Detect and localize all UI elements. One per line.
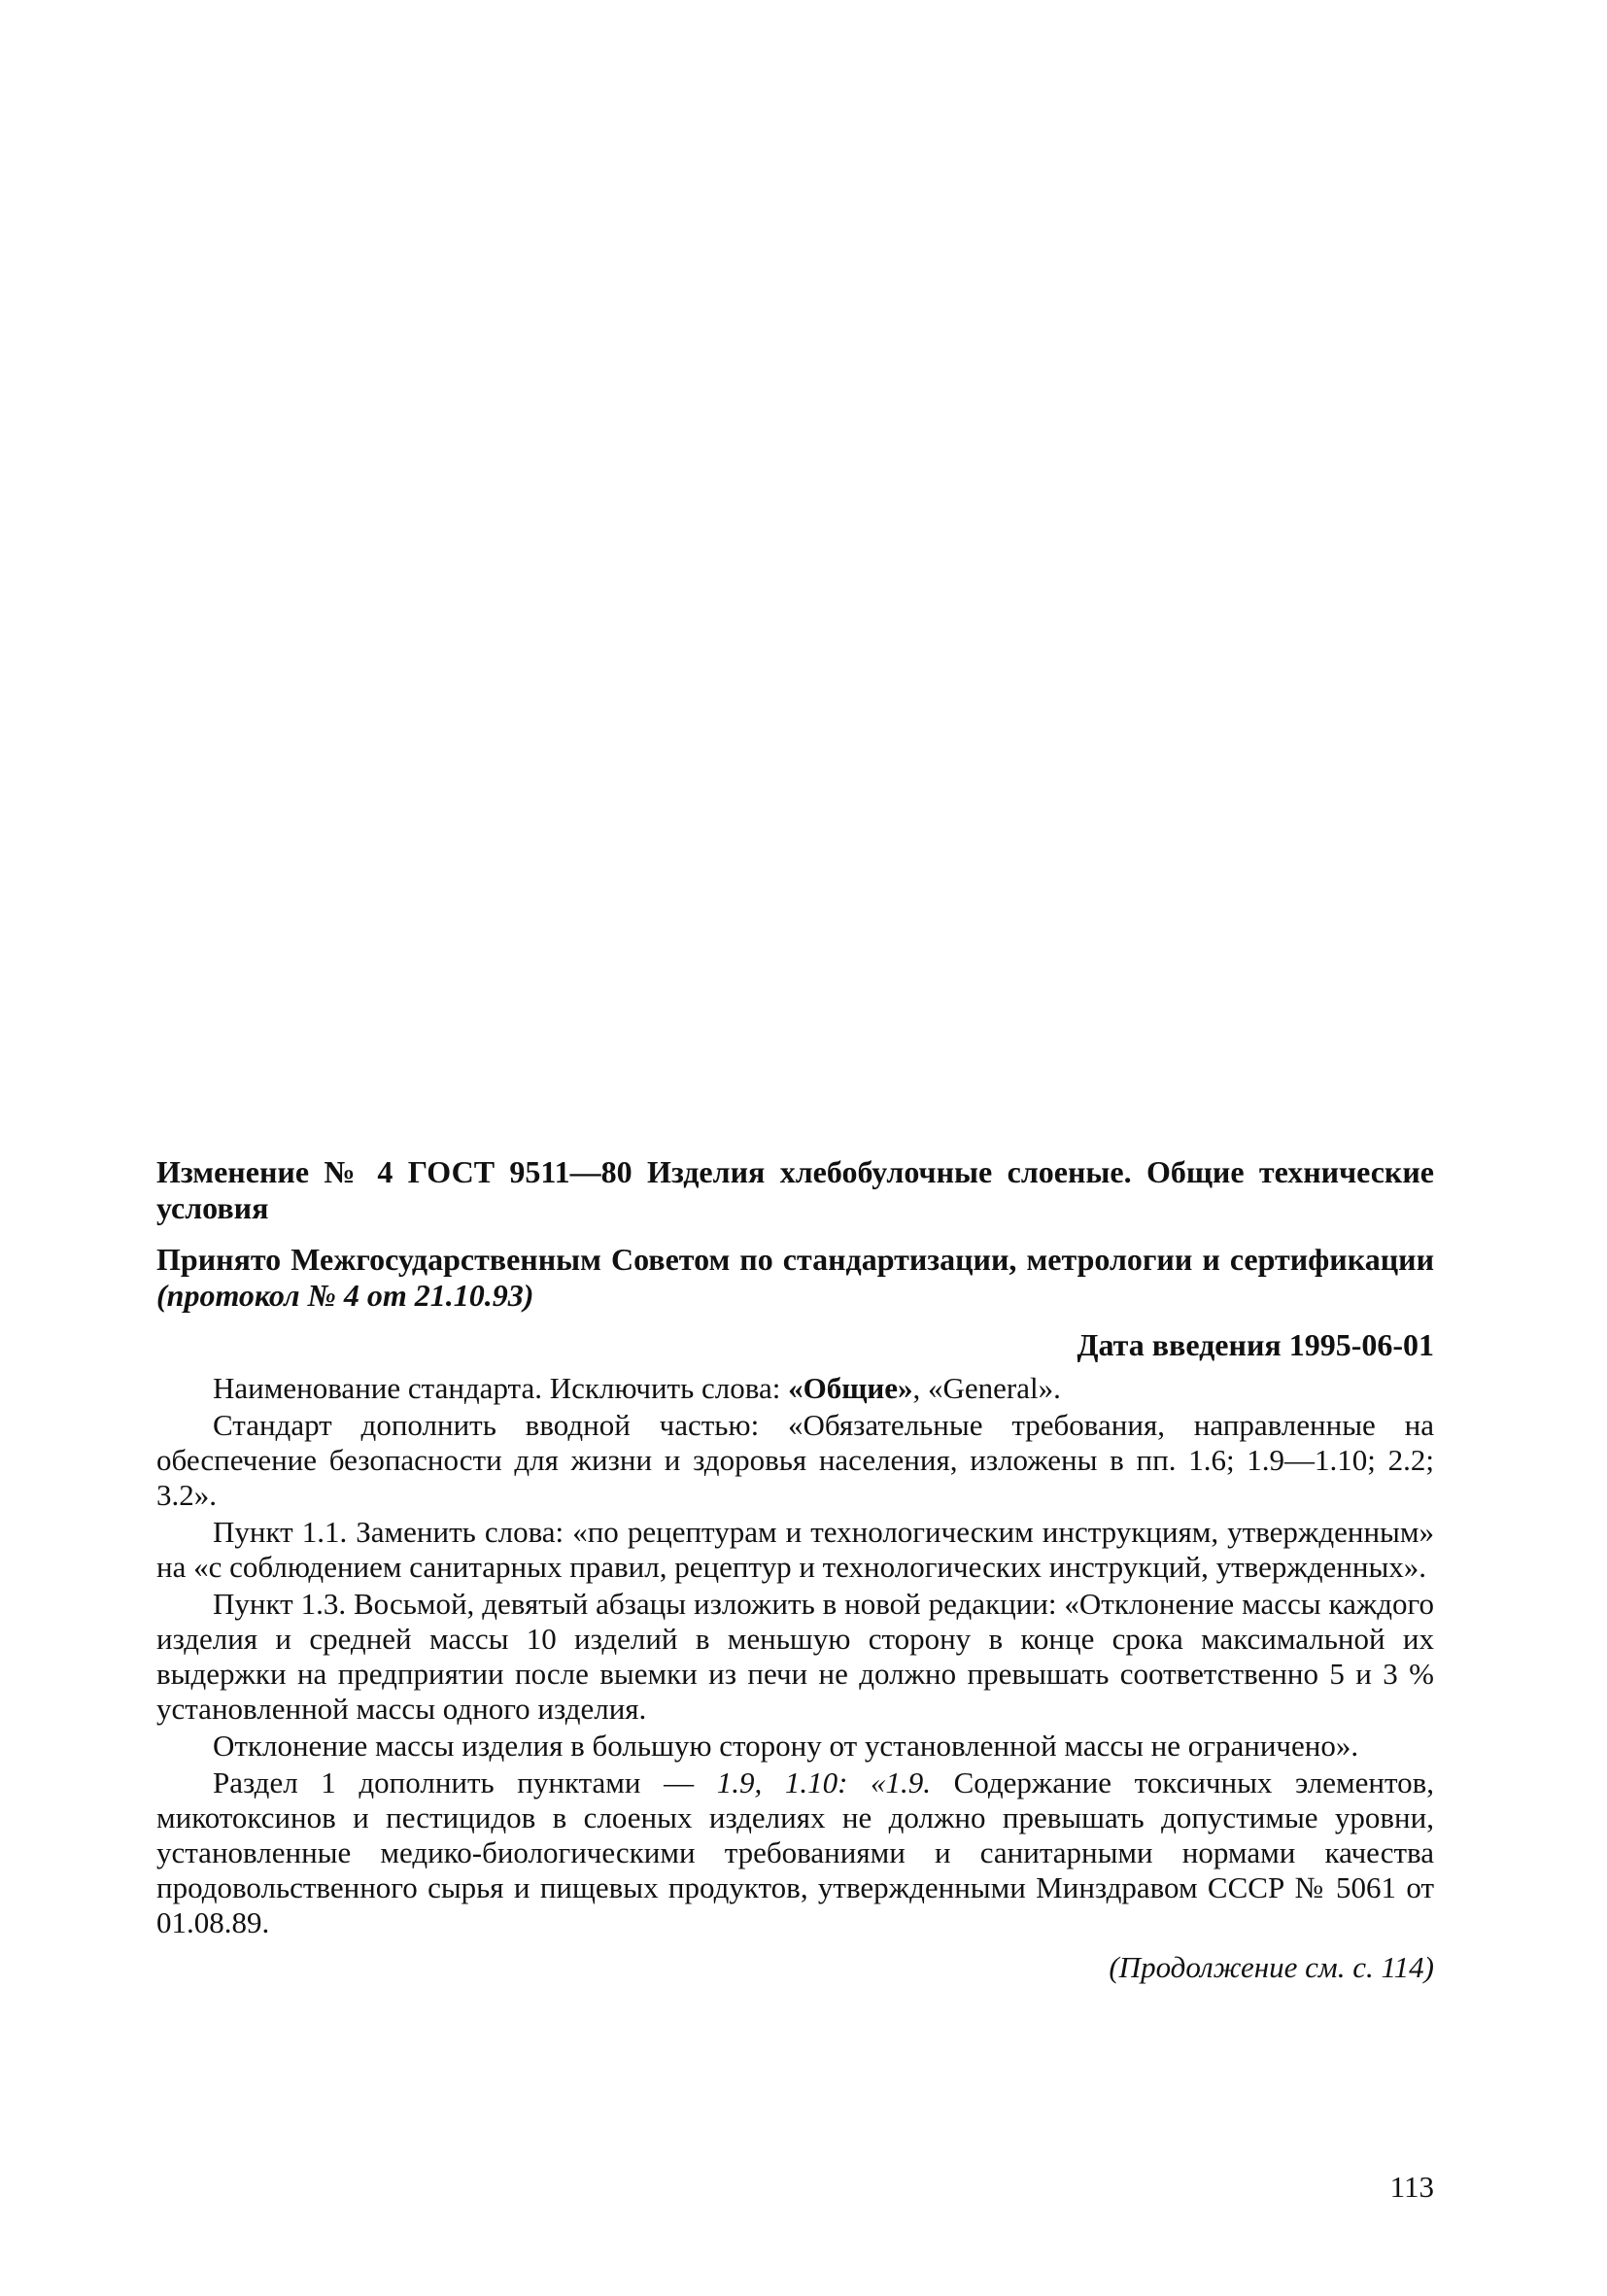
paragraph-mass-deviation: Отклонение массы изделия в большую сторону от установленной массы не ограничено». — [213, 1729, 1359, 1763]
continuation-note: (Продолжение см. с. 114) — [1109, 1950, 1434, 1984]
paragraph-text: Наименование стандарта. Исключить слова: — [213, 1371, 789, 1405]
document-body — [156, 1154, 1434, 1985]
page-number: 113 — [1389, 2170, 1434, 2204]
paragraph-standard-name — [156, 1371, 1434, 1406]
adoption-statement — [156, 1242, 1434, 1314]
paragraph-clause-1-1: Пункт 1.1. Заменить слова: «по рецептурам и технологическим инструкциям, утвержденным» на «с соблюдением санитарных правил, рецептур и технологических инструкций, утвержденных». — [156, 1515, 1434, 1584]
adoption-protocol: (протокол № 4 от 21.10.93) — [156, 1278, 534, 1313]
paragraph-text: Содержание токсичных элементов, микотоксинов и пестицидов в слоеных изделиях не должно превышать допустимые уровни, установленные медико-биологическими требованиями и санитарными нормами качества продовольственного сырья и пищевых продуктов, утвержденными Минздравом СССР № 5061 от 01.08.89. — [156, 1765, 1434, 1939]
paragraph-intro: Стандарт дополнить вводной частью: «Обязательные требования, направленные на обеспечение безопасности для жизни и здоровья населения, изложены в пп. 1.6; 1.9—1.10; 2.2; 3.2». — [156, 1408, 1434, 1512]
effective-date: Дата введения 1995-06-01 — [1077, 1327, 1434, 1362]
document-title: Изменение № 4 ГОСТ 9511—80 Изделия хлебобулочные слоеные. Общие технические условия — [156, 1154, 1434, 1225]
paragraph-clause-1-3: Пункт 1.3. Восьмой, девятый абзацы изложить в новой редакции: «Отклонение массы каждого изделия и средней массы 10 изделий в меньшую сторону в конце срока максимальной их выдержки на предприятии после выемки из печи не должно превышать соответственно 5 и 3 % установленной массы одного изделия. — [156, 1587, 1434, 1726]
paragraph-text: , «General». — [912, 1371, 1061, 1405]
paragraph-bold-word: «Общие» — [788, 1371, 913, 1405]
paragraph-text: Раздел 1 дополнить пунктами — — [213, 1765, 717, 1799]
adoption-text: Принято Межгосударственным Советом по стандартизации, метрологии и сертификации — [156, 1242, 1434, 1277]
paragraph-italic-ref: 1.9, 1.10: «1.9. — [716, 1765, 931, 1799]
paragraph-section-1 — [156, 1765, 1434, 1940]
